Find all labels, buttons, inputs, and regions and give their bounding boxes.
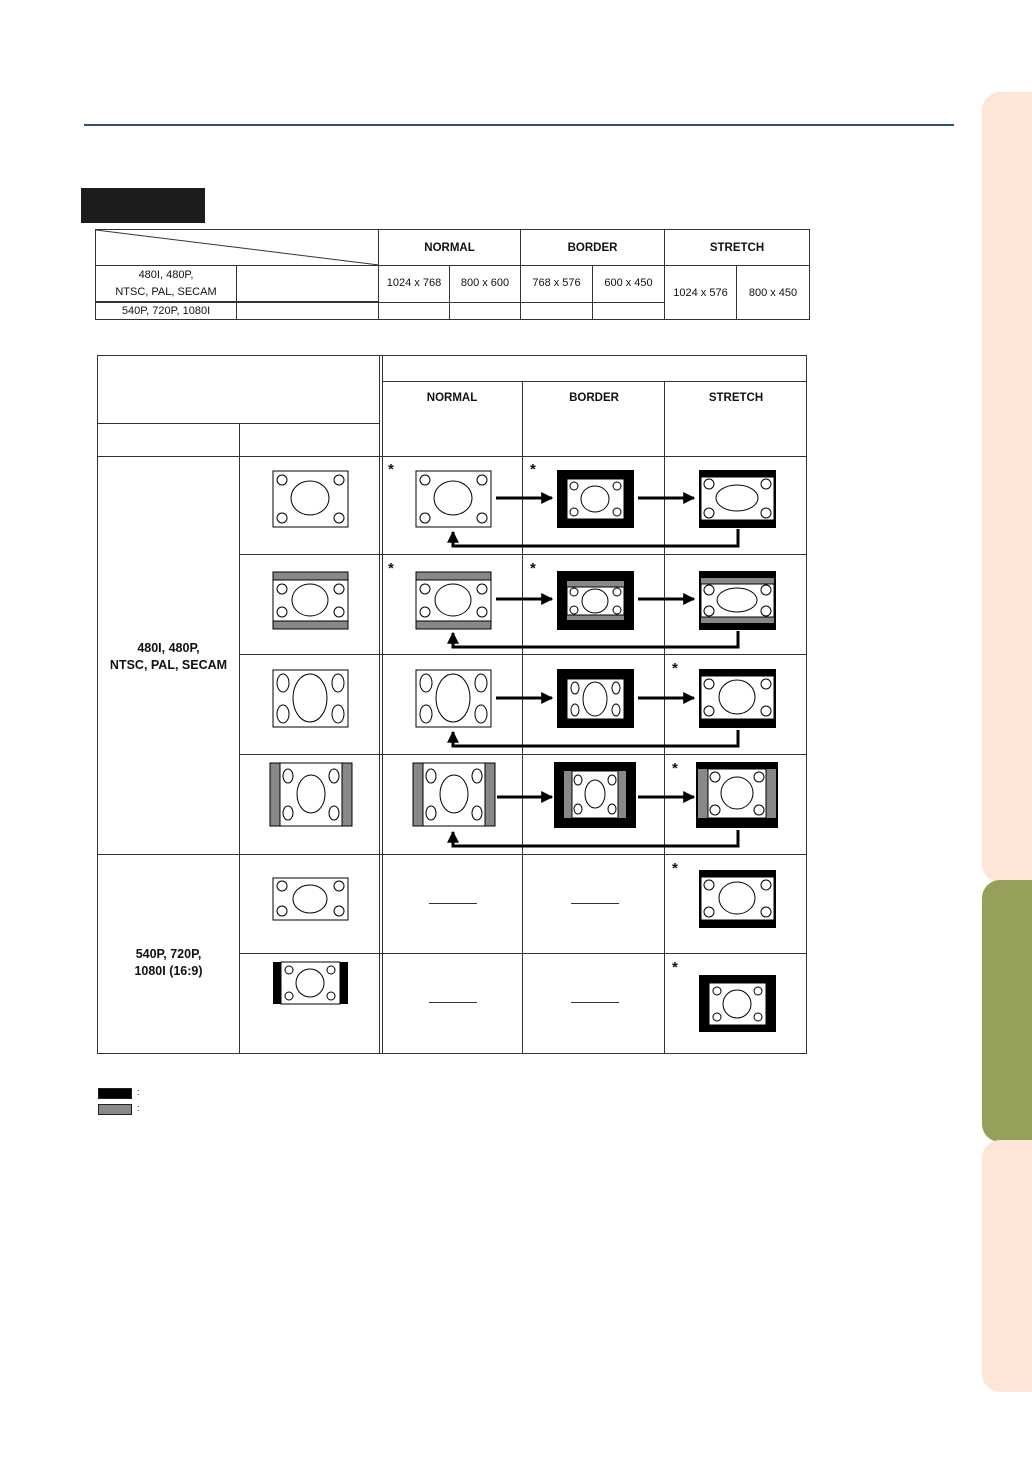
side-tab-active[interactable] [982, 880, 1032, 1142]
res-normal-1-text: 1024 x 768 [386, 277, 442, 289]
res-row1-blank [237, 266, 379, 302]
r2-border [557, 571, 634, 630]
r4-source [270, 763, 352, 826]
r4-border [554, 762, 636, 828]
res-normal-2-text: 800 x 600 [460, 277, 510, 289]
group1-label-line2: NTSC, PAL, SECAM [109, 658, 228, 672]
star-r3-stretch: * [672, 660, 678, 677]
r6-source [273, 962, 348, 1004]
res-row1-label-line2: NTSC, PAL, SECAM [115, 285, 217, 298]
res-row2-c1 [379, 303, 450, 320]
side-tab-lower[interactable] [982, 1140, 1032, 1392]
mode-illustrations [98, 356, 807, 1054]
mode-header-normal: NORMAL [426, 392, 478, 404]
group2-label-line1: 540P, 720P, [135, 947, 202, 961]
r2-stretch [699, 571, 776, 630]
legend-black-swatch [98, 1088, 132, 1099]
side-tab-upper[interactable] [982, 92, 1032, 882]
res-normal-1 [379, 266, 450, 303]
r1-source [273, 471, 348, 527]
r1-stretch [699, 470, 776, 528]
mode-header-border: BORDER [569, 392, 619, 404]
mode-table [97, 355, 807, 1054]
r3-border [557, 669, 634, 728]
header-rule [84, 124, 954, 126]
r5-stretch [699, 870, 776, 928]
star-r5-stretch: * [672, 860, 678, 877]
legend-gray-swatch [98, 1104, 132, 1115]
res-border-2-text: 600 x 450 [604, 277, 653, 289]
res-row2-c2 [450, 303, 521, 320]
res-stretch-1: 1024 x 576 [665, 266, 737, 320]
res-row2-c3 [521, 303, 593, 320]
star-r1-border: * [530, 461, 536, 478]
star-r2-border: * [530, 560, 536, 577]
res-header-normal: NORMAL [379, 230, 521, 266]
res-row2-label: 540P, 720P, 1080I [96, 303, 237, 320]
legend-gray-colon: : [137, 1103, 140, 1113]
diagonal-header-cell [96, 230, 379, 266]
r3-source [273, 670, 348, 727]
r3-normal [416, 670, 491, 727]
res-border-1-text: 768 x 576 [532, 277, 581, 289]
r5-source [273, 878, 348, 920]
res-header-stretch: STRETCH [665, 230, 810, 266]
r4-stretch [696, 762, 778, 828]
star-r6-stretch: * [672, 959, 678, 976]
res-border-1 [521, 266, 593, 303]
res-row1-label [96, 266, 237, 302]
res-border-2 [593, 266, 665, 303]
mode-header-stretch: STRETCH [708, 392, 764, 404]
res-row1-label-line1: 480I, 480P, [138, 268, 194, 281]
res-row2-blank [237, 303, 379, 320]
r1-normal [416, 471, 491, 527]
r2-normal [416, 572, 491, 629]
legend-black-colon: : [137, 1087, 140, 1097]
resolution-table [95, 229, 810, 320]
group1-label-line1: 480I, 480P, [137, 641, 200, 655]
r3-stretch [699, 669, 776, 728]
r1-border [557, 470, 634, 528]
res-header-border: BORDER [521, 230, 665, 266]
star-r4-stretch: * [672, 760, 678, 777]
r2-source [273, 572, 348, 629]
group2-label-line2: 1080I (16:9) [134, 964, 203, 978]
r4-normal [413, 763, 495, 826]
r6-stretch [699, 975, 776, 1032]
res-normal-2 [450, 266, 521, 303]
star-r1-normal: * [388, 461, 394, 478]
res-stretch-2: 800 x 450 [737, 266, 810, 320]
res-row2-c4 [593, 303, 665, 320]
diagonal-line [96, 230, 379, 265]
star-r2-normal: * [388, 560, 394, 577]
section-tab [81, 188, 205, 223]
